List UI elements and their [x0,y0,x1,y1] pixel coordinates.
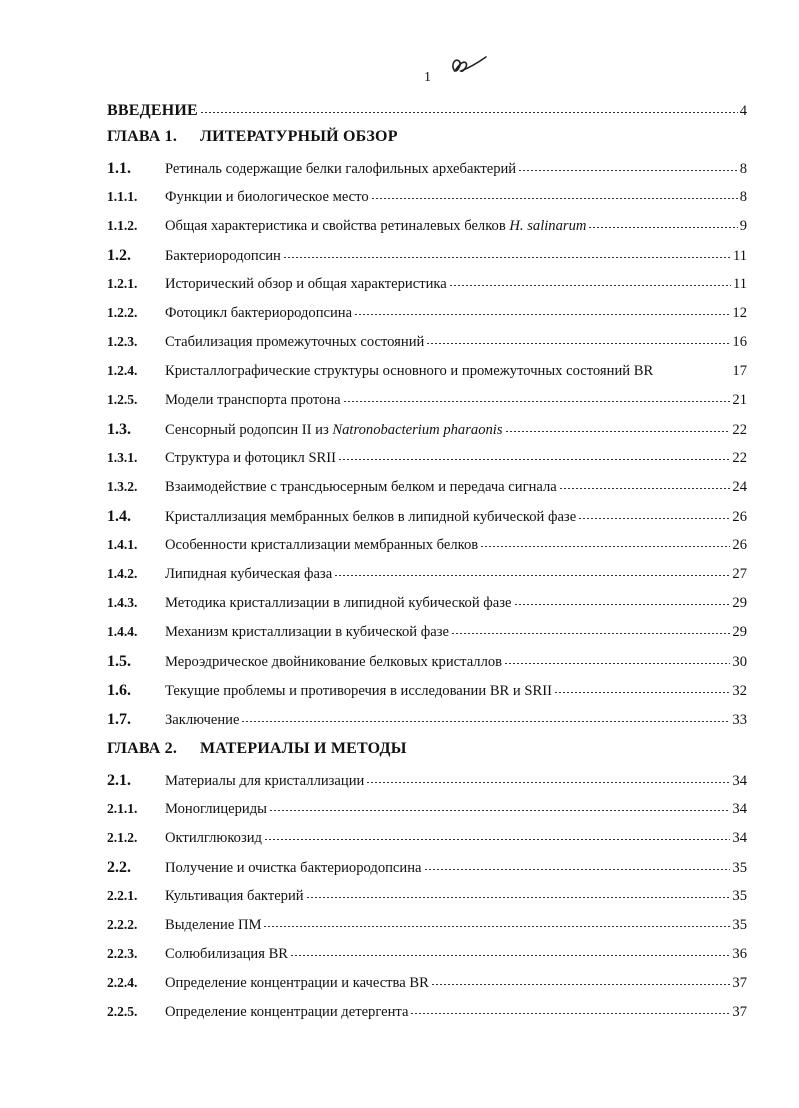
dot-leader [559,488,731,489]
table-of-contents [107,102,747,1033]
toc-entry [107,653,747,682]
dot-leader [653,372,732,373]
toc-entry-title-text: Октилглюкозид [165,830,262,846]
toc-section-number: 2.1.1. [107,801,138,816]
chapter-label [107,740,407,758]
dot-leader [431,984,731,985]
dot-leader [554,692,730,693]
toc-entry-title-text: Заключение [165,712,240,728]
toc-entry-title [165,248,281,265]
toc-section-number: 1.1.1. [107,189,138,204]
toc-entry-title [165,161,516,178]
dot-leader [264,839,730,840]
toc-entry-title [165,975,429,992]
toc-entry [107,624,747,653]
toc-page-number: 29 [732,624,747,640]
toc-entry-title-text: Определение концентрации детергента [165,1004,409,1020]
toc-entry-title [165,305,352,322]
toc-entry-title [165,801,267,818]
toc-entry-title-text: Функции и биологическое место [165,189,369,205]
toc-section-number: 1.4.1. [107,537,138,552]
dot-leader [451,633,730,634]
toc-entry-title [165,860,422,877]
toc-entry-title [165,595,512,612]
toc-entry-title-text: Особенности кристаллизации мембранных белков [165,537,479,553]
dot-leader [578,518,730,519]
toc-page-number: 12 [732,305,747,321]
dot-leader [410,1013,730,1014]
toc-section-number: 1.2.1. [107,276,138,291]
toc-page-number: 11 [732,248,747,264]
toc-entry-title-text: Мероэдрическое двойникование белковых кристаллов [165,654,503,670]
toc-entry-title [165,566,332,583]
toc-entry-title-text: Моноглицериды [165,801,267,817]
toc-entry-title-text: Взаимодействие с трансдьюсерным белком и передача сигнала [165,479,557,495]
dot-leader [269,810,730,811]
toc-entry [107,772,747,801]
dot-leader [334,575,730,576]
toc-entry-title [165,189,369,206]
dot-leader [343,401,731,402]
toc-section-number: 1.3.1. [107,450,138,465]
chapter-number: ГЛАВА 2. [107,740,178,757]
toc-section-number: 1.2.2. [107,305,138,320]
toc-entry [107,537,747,566]
toc-section-number: 1.3. [107,421,131,438]
toc-entry-title [165,334,424,351]
toc-entry-title [165,683,552,700]
dot-leader [371,198,738,199]
toc-section-number: 1.1.2. [107,218,138,233]
toc-page-number: 33 [732,712,747,728]
toc-chapter-heading [107,740,747,772]
toc-entry [107,218,747,247]
toc-section-number: 2.2.3. [107,946,138,961]
toc-page-number: 17 [732,363,747,379]
toc-entry [107,189,747,218]
toc-entry [107,508,747,537]
toc-entry-title-text: Методика кристаллизации в липидной кубической фазе [165,595,512,611]
toc-entry-title-text: Солюбилизация BR [165,946,289,962]
toc-section-number: 1.2.5. [107,392,138,407]
toc-entry-title-text: Модели транспорта протона [165,392,341,408]
dot-leader [354,314,730,315]
toc-entry [107,247,747,276]
toc-section-number: 1.1. [107,160,131,177]
dot-leader [306,897,731,898]
toc-section-number: 1.4.4. [107,624,138,639]
toc-entry-title-text: Стабилизация промежуточных состояний [165,334,425,350]
toc-entry [107,859,747,888]
toc-section-number: 2.2.4. [107,975,138,990]
toc-entry [107,711,747,740]
dot-leader [290,955,730,956]
toc-entry [107,917,747,946]
toc-entry-title-text: Липидная кубическая фаза [165,566,333,582]
toc-page-number: 29 [732,595,747,611]
toc-entry-title [165,917,261,934]
toc-entry-title-text: Кристаллизация мембранных белков в липидной кубической фазе [165,509,577,525]
toc-page-number: 26 [732,509,747,525]
toc-page-number: 32 [732,683,747,699]
toc-entry [107,334,747,363]
toc-section-number: 2.2.1. [107,888,138,903]
toc-page-number: 8 [739,189,747,205]
chapter-title: МАТЕРИАЛЫ И МЕТОДЫ [200,740,407,757]
toc-page-number: 36 [732,946,747,962]
toc-entry-title [165,888,304,905]
toc-entry-title [165,654,502,671]
page-number: 1 [424,70,431,85]
toc-entry [107,566,747,595]
toc-entry [107,305,747,334]
toc-entry-title [165,218,586,235]
toc-page-number: 21 [732,392,747,408]
toc-entry [107,160,747,189]
toc-page-number: 27 [732,566,747,582]
toc-entry-title-text: Культивация бактерий [165,888,304,904]
toc-entry-title [165,773,364,790]
toc-entry-title-text: Ретиналь содержащие белки галофильных архебактерий [165,161,517,177]
toc-page-number: 26 [732,537,747,553]
toc-section-number: 1.5. [107,653,131,670]
toc-section-number: 1.3.2. [107,479,138,494]
toc-entry-title [165,392,341,409]
toc-entry-title [165,509,576,526]
toc-entry [107,1004,747,1033]
toc-page-number: 11 [732,276,747,292]
toc-page-number: 37 [732,1004,747,1020]
toc-page-number: 34 [732,830,747,846]
toc-entry-title [165,712,239,729]
toc-entry [107,946,747,975]
toc-entry-title-text: Структура и фотоцикл SRII [165,450,337,466]
toc-entry-title-italic: Natronobacterium pharaonis [332,422,503,438]
toc-page-number: 16 [732,334,747,350]
toc-page-number: 8 [739,161,747,177]
toc-intro-label: ВВЕДЕНИЕ [107,102,198,119]
dot-leader [588,227,737,228]
toc-entry-title [165,450,336,467]
toc-page-number: 24 [732,479,747,495]
toc-entry-title-text: Сенсорный родопсин II из [165,422,333,438]
toc-entry [107,975,747,1004]
toc-intro-row [107,102,747,128]
toc-entry [107,450,747,479]
handwritten-mark-icon [446,52,490,80]
toc-entry-title-text: Кристаллографические структуры основного и промежуточных состояний BR [165,363,654,379]
toc-entry [107,682,747,711]
toc-section-number: 2.1. [107,772,131,789]
dot-leader [283,257,731,258]
toc-section-number: 2.2.5. [107,1004,138,1019]
toc-entry [107,276,747,305]
toc-entry-title-text: Материалы для кристаллизации [165,773,365,789]
toc-entry-title [165,363,653,380]
toc-section-number: 1.4. [107,508,131,525]
chapter-title: ЛИТЕРАТУРНЫЙ ОБЗОР [200,128,398,145]
toc-entry [107,479,747,508]
dot-leader [338,459,730,460]
toc-entry-title [165,537,478,554]
toc-section-number: 1.6. [107,682,131,699]
dot-leader [426,343,730,344]
toc-section-number: 1.4.2. [107,566,138,581]
chapter-label [107,128,398,146]
toc-section-number: 2.2.2. [107,917,138,932]
toc-section-number: 1.4.3. [107,595,138,610]
toc-page-number: 30 [732,654,747,670]
toc-entry [107,595,747,624]
toc-page-number: 4 [739,103,747,119]
toc-section-number: 1.2.4. [107,363,138,378]
toc-section-number: 2.1.2. [107,830,138,845]
toc-entry [107,392,747,421]
toc-entry-title [165,1004,408,1021]
toc-entry-title-text: Общая характеристика и свойства ретиналевых белков [165,218,510,234]
dot-leader [480,546,730,547]
chapter-number: ГЛАВА 1. [107,128,178,145]
dot-leader [505,431,731,432]
toc-entry [107,421,747,450]
toc-entry [107,830,747,859]
toc-entry-title-text: Исторический обзор и общая характеристика [165,276,447,292]
toc-entry-title-text: Механизм кристаллизации в кубической фазе [165,624,449,640]
toc-entry-title-text: Текущие проблемы и противоречия в исследовании BR и SRII [165,683,552,699]
toc-page-number: 35 [732,917,747,933]
toc-entry-title [165,624,449,641]
toc-page-number: 37 [732,975,747,991]
dot-leader [518,170,738,171]
toc-entry-title [165,276,447,293]
dot-leader [424,869,731,870]
toc-section-number: 2.2. [107,859,131,876]
toc-entry-title-text: Выделение ПМ [165,917,262,933]
dot-leader [366,782,730,783]
toc-entry-title [165,946,288,963]
toc-entry-title [165,479,557,496]
toc-page-number: 34 [732,801,747,817]
toc-entry-title-text: Определение концентрации и качества BR [165,975,429,991]
toc-page-number: 9 [739,218,747,234]
toc-page-number: 35 [732,888,747,904]
toc-page-number: 22 [732,450,747,466]
toc-entry-title-italic: H. salinarum [509,218,587,234]
toc-page-number: 35 [732,860,747,876]
dot-leader [241,721,730,722]
toc-section-number: 1.2. [107,247,131,264]
toc-entry [107,801,747,830]
toc-entry-title-text: Фотоцикл бактериородопсина [165,305,353,321]
toc-section-number: 1.2.3. [107,334,138,349]
toc-section-number: 1.7. [107,711,131,728]
toc-page-number: 34 [732,773,747,789]
toc-entry [107,888,747,917]
dot-leader [200,112,738,113]
toc-entry-title [165,422,503,439]
dot-leader [263,926,730,927]
toc-entry-title [165,830,262,847]
dot-leader [449,285,731,286]
toc-page-number: 22 [732,422,747,438]
dot-leader [514,604,731,605]
toc-chapter-heading [107,128,747,160]
toc-entry-title-text: Бактериородопсин [165,248,281,264]
dot-leader [504,663,730,664]
toc-entry [107,363,747,392]
toc-entry-title-text: Получение и очистка бактериородопсина [165,860,422,876]
